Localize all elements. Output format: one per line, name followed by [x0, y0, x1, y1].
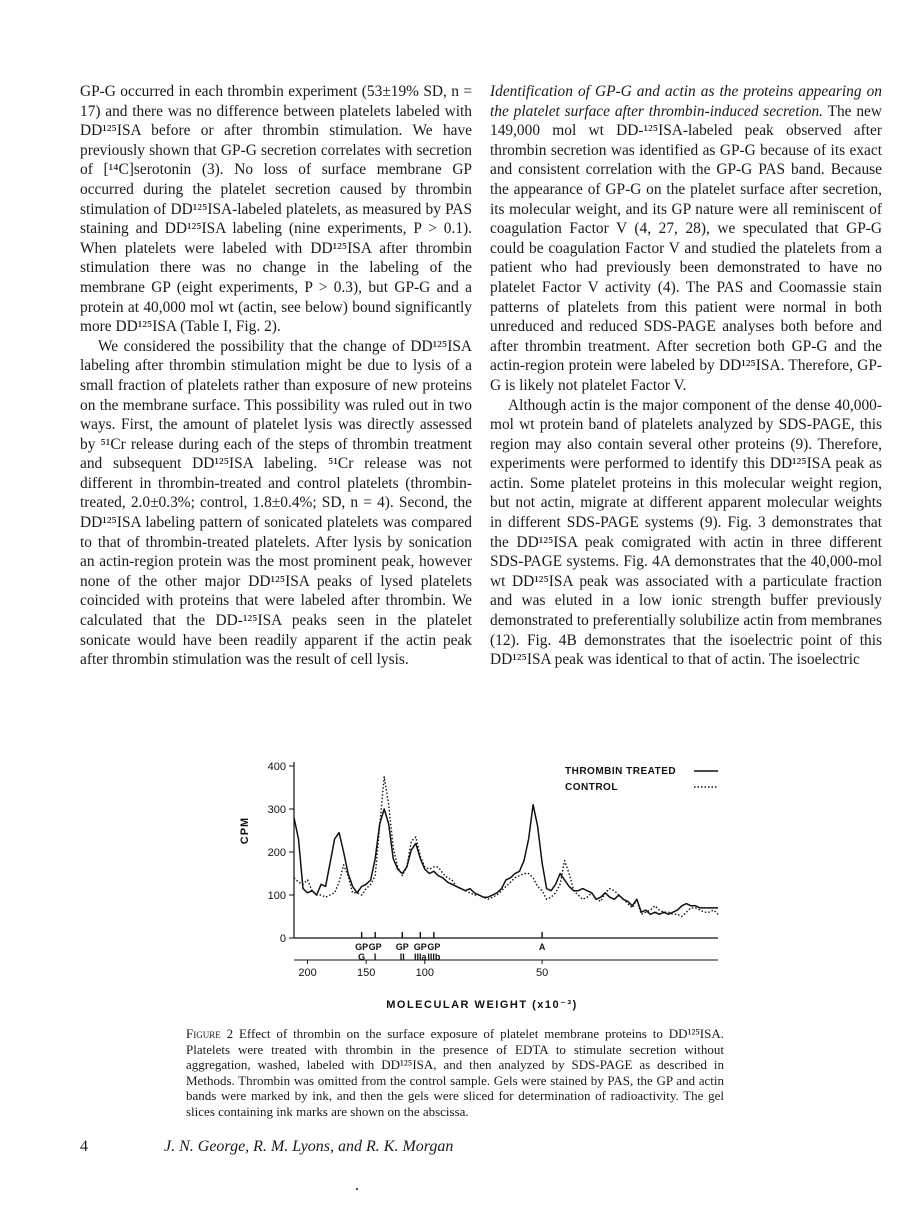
marker-label-top: A — [538, 942, 546, 952]
marker-label-top: GP — [355, 942, 369, 952]
marker-label-top: GP — [427, 942, 441, 952]
marker-label-bottom: IIIa — [414, 952, 427, 962]
y-axis-label: CPM — [239, 816, 251, 845]
figure-2-chart — [0, 752, 898, 1032]
marker-label-top: GP — [413, 942, 427, 952]
marker-label-bottom: IIIb — [427, 952, 441, 962]
x-tick-label: 100 — [415, 967, 434, 979]
paragraph — [490, 82, 882, 396]
y-tick-label: 300 — [267, 804, 286, 816]
marker-label-top: GP — [395, 942, 409, 952]
paragraph: GP-G occurred in each thrombin experiment (53±19% SD, n = 17) and there was no difference between platelets labeled with DD¹²⁵ISA before or after thrombin stimulation. We have previously shown that GP-G secretion correlates with secretion of [¹⁴C]serotonin (3). No loss of surface membrane GP occurred during the platelet secretion caused by thrombin stimulation of DD¹²⁵ISA-labeled platelets, as measured by PAS staining and DD¹²⁵ISA labeling (nine experiments, P > 0.1). When platelets were labeled with DD¹²⁵ISA after thrombin stimulation there was no change in the labeling of the membrane GP (eight experiments, P > 0.3), but GP-G and a protein at 40,000 mol wt (actin, see below) bound significantly more DD¹²⁵ISA (Table I, Fig. 2). — [80, 83, 472, 336]
page-number: 4 — [80, 1138, 88, 1155]
x-tick-label: 150 — [356, 967, 376, 979]
caption-text: Effect of thrombin on the surface exposure of platelet membrane proteins to DD¹²⁵ISA. Platelets were treated with thrombin in the presence of EDTA to stimulate secretion without aggregation, washed, labeled with DD¹²⁵ISA, and then analyzed by SDS-PAGE as described in Methods. Thrombin was omitted from the control sample. Gels were stained by PAS, the GP and actin bands were marked by ink, and then the gels were sliced for determination of radioactivity. The gel slices containing ink marks are shown on the abscissa. — [186, 1026, 725, 1119]
marker-label-top: GP — [368, 942, 382, 952]
series-line-thrombin-treated — [294, 805, 718, 915]
y-tick-label: 0 — [279, 933, 286, 945]
y-tick-label: 200 — [267, 847, 286, 859]
paragraph-text: The new 149,000 mol wt DD-¹²⁵ISA-labeled peak observed after thrombin secretion was identified as GP-G because of its exact and consistent correlation with the GP-G PAS band. Because the appearance of GP-G on the platelet surface after secretion, its molecular weight, and its GP nature were all reminiscent of coagulation Factor V (4, 27, 28), we speculated that GP-G could be coagulation Factor V and studied the platelets from a patient who had previously been demonstrated to have no platelet Factor V activity (4). The PAS and Coomassie stain patterns of platelets from this patient were normal in both unreduced and reduced SDS-PAGE analyses both before and after thrombin treatment. After secretion both GP-G and the actin-region protein were labeled by DD¹²⁵ISA. Therefore, GP-G is likely not platelet Factor V. — [490, 102, 882, 394]
x-tick-label: 200 — [298, 967, 317, 979]
authors: J. N. George, R. M. Lyons, and R. K. Morgan — [164, 1138, 454, 1155]
marker-label-bottom: II — [399, 952, 405, 962]
paragraph: Although actin is the major component of the dense 40,000-mol wt protein band of platelets analyzed by SDS-PAGE, this region may also contain several other proteins (9). Therefore, experiments were performed to identify this DD¹²⁵ISA peak as actin. Some platelet proteins in this molecular weight region, but not actin, migrate at different apparent molecular weights in different SDS-PAGE systems (9). Fig. 3 demonstrates that the DD¹²⁵ISA peak comigrated with actin in three different SDS-PAGE systems. Fig. 4A demonstrates that the 40,000-mol wt DD¹²⁵ISA peak was associated with a particulate fraction and was eluted in a low ionic strength buffer previously demonstrated to preferentially solubilize actin from membranes (12). Fig. 4B demonstrates that the isoelectric point of this DD¹²⁵ISA peak was identical to that of actin. The isoelectric — [490, 396, 882, 669]
y-tick-label: 100 — [267, 890, 286, 902]
y-tick-label: 400 — [267, 761, 286, 773]
legend-label: THROMBIN TREATED — [565, 766, 677, 777]
legend-label: CONTROL — [565, 782, 618, 793]
caption-label: Figure 2 — [186, 1026, 234, 1041]
x-axis-label: MOLECULAR WEIGHT (x10⁻³) — [386, 999, 578, 1011]
stray-mark — [356, 1188, 358, 1190]
right-column — [490, 82, 882, 670]
x-tick-label: 50 — [535, 967, 549, 979]
marker-label-bottom: I — [373, 952, 377, 962]
section-heading: Identification of GP-G and actin as the proteins appearing on the platelet surface after thrombin-induced secretion. — [490, 83, 882, 120]
figure-caption — [186, 1026, 724, 1120]
paragraph: We considered the possibility that the change of DD¹²⁵ISA labeling after thrombin stimulation might be due to lysis of a small fraction of platelets rather than exposure of new proteins on the membrane surface. This possibility was ruled out in two ways. First, the amount of platelet lysis was directly assessed by ⁵¹Cr release during each of the steps of thrombin treatment and subsequent DD¹²⁵ISA labeling. ⁵¹Cr release was not different in thrombin-treated and control platelets (thrombin-treated, 2.0±0.3%; control, 1.8±0.4%; SD, n = 4). Second, the DD¹²⁵ISA labeling pattern of sonicated platelets was compared to that of thrombin-treated platelets. After lysis by sonication an actin-region protein was the most prominent peak, however none of the other major DD¹²⁵ISA peaks of lysed platelets coincided with proteins that were labeled after thrombin. We calculated that the DD-¹²⁵ISA peaks seen in the platelet sonicate would have been readily apparent if the actin peak after thrombin stimulation was the result of cell lysis. — [80, 337, 472, 669]
page-footer — [80, 1138, 453, 1156]
series-line-control — [294, 777, 718, 917]
left-column — [80, 82, 472, 670]
marker-label-bottom: G — [358, 952, 366, 962]
